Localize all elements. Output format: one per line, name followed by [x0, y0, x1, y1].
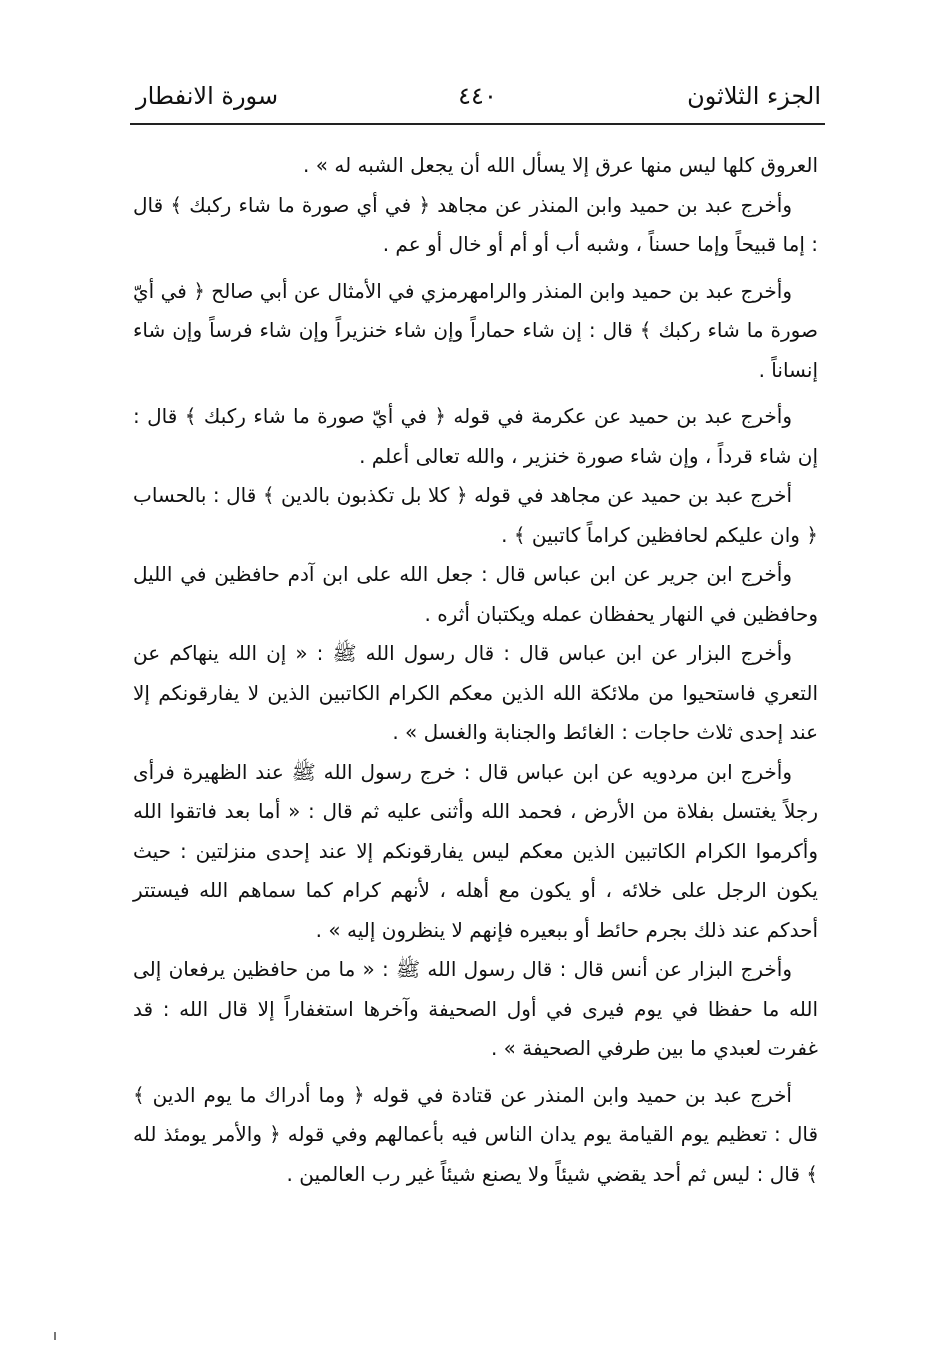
paragraph-2: وأخرج عبد بن حميد وابن المنذر عن مجاهد ﴿ في أي صورة ما شاء ركبك ﴾ قال : إما قبيحاً وإما حسناً ، وشبه أب أو أم أو خال أو عم .	[133, 192, 818, 256]
paragraph-1: العروق كلها ليس منها عرق إلا يسأل الله أن يجعل الشبه له » .	[303, 153, 818, 177]
page-number: ٤٤٠	[458, 82, 497, 110]
paragraph-3: وأخرج عبد بن حميد وابن المنذر والرامهرمزي في الأمثال عن أبي صالح ﴿ في أيّ صورة ما شاء ركبك ﴾ قال : إن شاء حماراً وإن شاء خنزيراً وإن شاء فرساً وإن شاء إنساناً .	[133, 278, 818, 382]
paragraph-5: أخرج عبد بن حميد عن مجاهد في قوله ﴿ كلا بل تكذبون بالدين ﴾ قال : بالحساب ﴿ وان عليكم لحافظين كراماً كاتبين ﴾ .	[133, 483, 818, 547]
part-title: الجزء الثلاثون	[687, 82, 821, 110]
header-rule	[130, 123, 825, 125]
paragraph-8: وأخرج ابن مردويه عن ابن عباس قال : خرج رسول الله ﷺ عند الظهيرة فرأى رجلاً يغتسل بفلاة من الأرض ، فحمد الله وأثنى عليه ثم قال : « أما بعد فاتقوا الله وأكرموا الكرام الكاتبين الذين معكم ليس يفارقونكم إلا عند إحدى منزلتين : حيث يكون الرجل على خلائه ، أو يكون مع أهله ، لأنهم كرام كما سماهم الله فيستتر أحدكم عند ذلك بجرم حائط أو ببعيره فإنهم لا ينظرون إليه » .	[133, 759, 818, 942]
paragraph-4: وأخرج عبد بن حميد عن عكرمة في قوله ﴿ في أيّ صورة ما شاء ركبك ﴾ قال : إن شاء قرداً ، وإن شاء صورة خنزير ، والله تعالى أعلم .	[133, 404, 818, 468]
paragraph-7: وأخرج البزار عن ابن عباس قال : قال رسول الله ﷺ : « إن الله ينهاكم عن التعري فاستحيوا من ملائكة الله الذين معكم الكرام الكاتبين الذين لا يفارقونكم إلا عند إحدى ثلاث حاجات : الغائط والجنابة والغسل » .	[133, 641, 818, 744]
paragraph-10: أخرج عبد بن حميد وابن المنذر عن قتادة في قوله ﴿ وما أدراك ما يوم الدين ﴾ قال : تعظيم يوم القيامة يوم يدان الناس فيه بأعمالهم وفي قوله ﴿ والأمر يومئذ لله ﴾ قال : ليس ثم أحد يقضي شيئاً ولا يصنع شيئاً غير رب العالمين .	[133, 1082, 818, 1186]
paragraph-9: وأخرج البزار عن أنس قال : قال رسول الله ﷺ : « ما من حافظين يرفعان إلى الله ما حفظا في يوم فيرى في أول الصحيفة وآخرها استغفاراً إلا قال الله : قد غفرت لعبدي ما بين طرفي الصحيفة » .	[133, 957, 818, 1060]
surah-title: سورة الانفطار	[136, 82, 279, 110]
scan-mark	[54, 1332, 56, 1340]
paragraph-6: وأخرج ابن جرير عن ابن عباس قال : جعل الله على ابن آدم حافظين في الليل وحافظين في النهار يحفظان عمله ويكتبان أثره .	[133, 562, 818, 626]
page-body	[133, 146, 818, 1194]
running-header	[130, 72, 825, 120]
